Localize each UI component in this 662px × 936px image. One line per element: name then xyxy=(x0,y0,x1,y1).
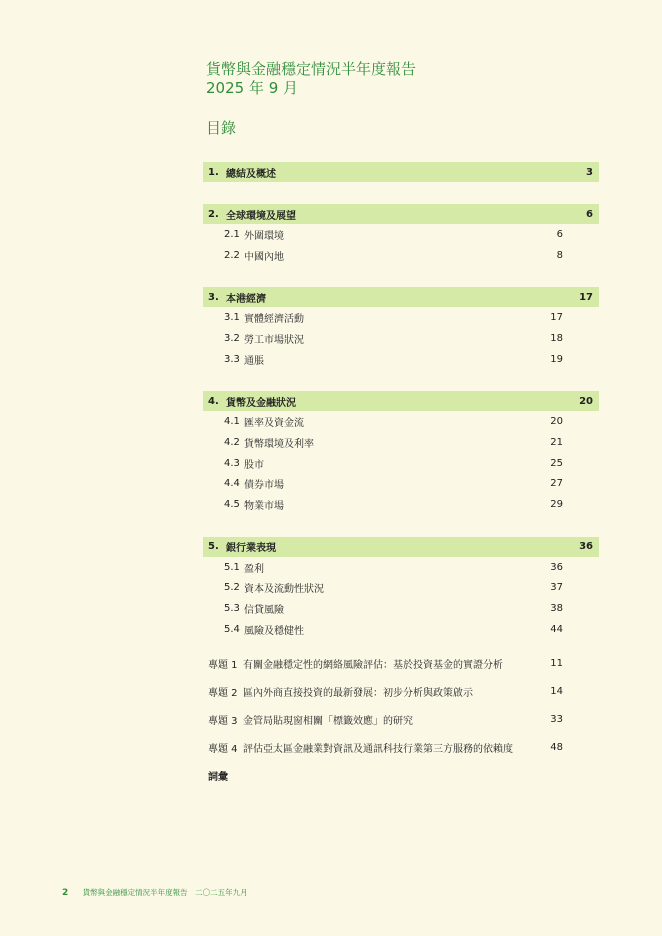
toc-subsection[interactable] xyxy=(203,557,599,578)
toc-section[interactable] xyxy=(203,162,599,182)
toc-special-topic-page: 48 xyxy=(550,742,563,754)
toc-subsection-label: 股市 xyxy=(244,459,264,471)
toc-subsection-label: 實體經濟活動 xyxy=(244,314,304,326)
toc-section-label: 本港經濟 xyxy=(226,293,266,305)
toc-section-page: 20 xyxy=(579,395,593,407)
toc-subsection-label: 盈利 xyxy=(244,563,264,575)
table-of-contents xyxy=(203,162,599,790)
toc-section-num: 4. xyxy=(208,395,219,407)
toc-section-label: 全球環境及展望 xyxy=(226,210,296,222)
toc-section-num: 3. xyxy=(208,291,219,303)
toc-special-topic[interactable] xyxy=(203,678,599,706)
toc-special-topic-page: 14 xyxy=(550,686,563,698)
toc-subsection[interactable] xyxy=(203,619,599,640)
toc-subsection[interactable] xyxy=(203,578,599,599)
toc-subsection-num: 4.5 xyxy=(224,499,240,511)
toc-subsection-label: 債券市場 xyxy=(244,480,284,492)
toc-special-topic-label: 金管局貼現窗相關「標籤效應」的研究 xyxy=(243,716,413,728)
toc-subsection-label: 匯率及資金流 xyxy=(244,418,304,430)
toc-section-page: 3 xyxy=(586,166,593,178)
toc-subsection[interactable] xyxy=(203,307,599,328)
toc-section[interactable] xyxy=(203,287,599,307)
toc-special-topic-page: 11 xyxy=(550,658,563,670)
toc-subsection-page: 8 xyxy=(556,249,563,261)
toc-subsection-num: 2.1 xyxy=(224,228,240,240)
toc-subsection-page: 17 xyxy=(550,312,563,324)
toc-subsection-page: 19 xyxy=(550,353,563,365)
toc-subsection-label: 外圍環境 xyxy=(244,230,284,242)
page-footer xyxy=(62,887,248,898)
toc-subsection-label: 信貸風險 xyxy=(244,605,284,617)
report-date: 2025 年 9 月 xyxy=(206,79,299,97)
toc-special-topic-page: 33 xyxy=(550,714,563,726)
toc-section-num: 5. xyxy=(208,541,219,553)
toc-subsection-page: 37 xyxy=(550,582,563,594)
toc-subsection-label: 貨幣環境及利率 xyxy=(244,438,314,450)
toc-special-topic[interactable] xyxy=(203,650,599,678)
toc-special-topic-num: 專題 2 xyxy=(208,688,238,700)
toc-section-page: 36 xyxy=(579,541,593,553)
toc-subsection-label: 勞工市場狀況 xyxy=(244,334,304,346)
toc-subsection-num: 4.3 xyxy=(224,457,240,469)
toc-section-page: 6 xyxy=(586,208,593,220)
report-title-text: 貨幣與金融穩定情況半年度報告 xyxy=(206,60,417,78)
toc-subsection[interactable] xyxy=(203,432,599,453)
toc-section-label: 總結及概述 xyxy=(226,168,276,180)
footer-page-number: 2 xyxy=(62,888,69,898)
toc-subsection-page: 36 xyxy=(550,561,563,573)
toc-special-topic-label: 評估亞太區金融業對資訊及通訊科技行業第三方服務的依賴度 xyxy=(243,744,513,756)
toc-special-topic[interactable] xyxy=(203,706,599,734)
toc-subsection-num: 3.2 xyxy=(224,332,240,344)
toc-special-topic[interactable] xyxy=(203,734,599,762)
toc-subsection-page: 44 xyxy=(550,623,563,635)
toc-subsection-num: 2.2 xyxy=(224,249,240,261)
toc-subsection-page: 38 xyxy=(550,603,563,615)
toc-subsection-page: 27 xyxy=(550,478,563,490)
toc-subsection-label: 物業市場 xyxy=(244,501,284,513)
toc-subsection-num: 5.3 xyxy=(224,603,240,615)
toc-subsection-num: 5.4 xyxy=(224,623,240,635)
toc-subsection-label: 中國內地 xyxy=(244,251,284,263)
toc-section[interactable] xyxy=(203,204,599,224)
toc-heading: 目錄 xyxy=(206,119,237,137)
toc-subsection-num: 4.1 xyxy=(224,416,240,428)
footer-text: 貨幣與金融穩定情況半年度報告 二〇二五年九月 xyxy=(82,888,248,897)
toc-subsection-page: 18 xyxy=(550,332,563,344)
toc-subsection-label: 通脹 xyxy=(244,355,264,367)
toc-section-num: 1. xyxy=(208,166,219,178)
toc-glossary[interactable]: 詞彙 xyxy=(208,772,228,784)
toc-special-topic-label: 有關金融穩定性的網絡風險評估：基於投資基金的實證分析 xyxy=(243,660,503,672)
toc-subsection-num: 5.1 xyxy=(224,561,240,573)
toc-section-label: 銀行業表現 xyxy=(226,543,276,555)
toc-subsection[interactable] xyxy=(203,494,599,515)
toc-subsection-page: 20 xyxy=(550,416,563,428)
toc-subsection-label: 資本及流動性狀況 xyxy=(244,584,324,596)
toc-subsection-num: 4.4 xyxy=(224,478,240,490)
toc-section-num: 2. xyxy=(208,208,219,220)
toc-subsection[interactable] xyxy=(203,328,599,349)
toc-subsection-page: 6 xyxy=(556,228,563,240)
toc-subsection[interactable] xyxy=(203,245,599,266)
toc-subsection[interactable] xyxy=(203,598,599,619)
toc-subsection-page: 21 xyxy=(550,436,563,448)
toc-section[interactable] xyxy=(203,537,599,557)
toc-subsection[interactable] xyxy=(203,411,599,432)
toc-subsection[interactable] xyxy=(203,349,599,370)
toc-subsection-num: 5.2 xyxy=(224,582,240,594)
toc-subsection-num: 3.1 xyxy=(224,312,240,324)
toc-subsection[interactable] xyxy=(203,453,599,474)
toc-subsection-num: 3.3 xyxy=(224,353,240,365)
toc-subsection-label: 風險及穩健性 xyxy=(244,625,304,637)
report-title xyxy=(206,60,416,98)
toc-subsection-num: 4.2 xyxy=(224,436,240,448)
toc-section-label: 貨幣及金融狀況 xyxy=(226,397,296,409)
toc-special-topic-num: 專題 1 xyxy=(208,660,238,672)
toc-subsection-page: 29 xyxy=(550,499,563,511)
toc-subsection[interactable] xyxy=(203,224,599,245)
toc-special-topic-num: 專題 3 xyxy=(208,716,238,728)
toc-section-page: 17 xyxy=(579,291,593,303)
toc-special-topic-label: 區內外商直接投資的最新發展：初步分析與政策啟示 xyxy=(243,688,473,700)
toc-section[interactable] xyxy=(203,391,599,411)
toc-subsection[interactable] xyxy=(203,474,599,495)
toc-special-topic-num: 專題 4 xyxy=(208,744,238,756)
toc-subsection-page: 25 xyxy=(550,457,563,469)
